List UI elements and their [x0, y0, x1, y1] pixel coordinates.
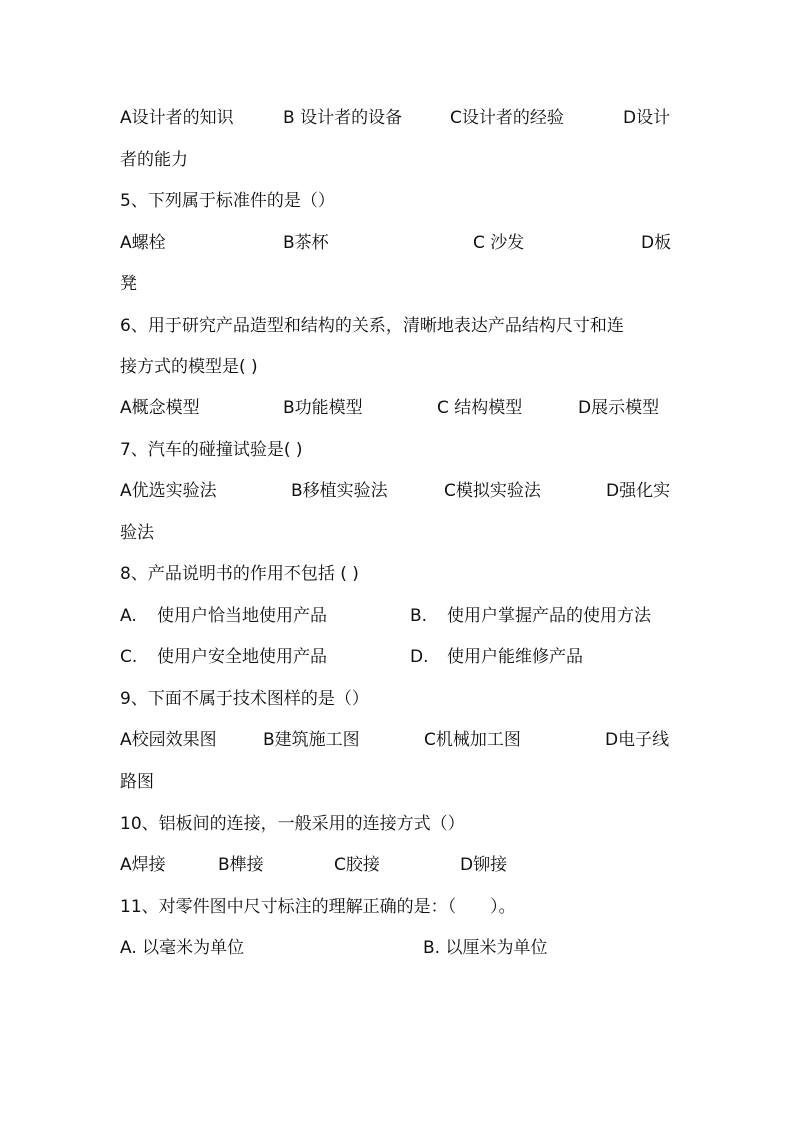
text-segment: C 结构模型	[437, 398, 523, 418]
text-segment: A. 以毫米为单位	[120, 938, 245, 958]
text-segment: D板	[641, 233, 672, 253]
text-segment: 6、用于研究产品造型和结构的关系，清晰地表达产品结构尺寸和连	[120, 316, 624, 336]
text-segment: C胶接	[334, 855, 380, 875]
text-segment: 11、对零件图中尺寸标注的理解正确的是：（ ）。	[120, 897, 516, 917]
text-segment: 7、汽车的碰撞试验是( )	[120, 440, 303, 460]
text-segment: D电子线	[605, 730, 670, 750]
text-segment: 使用户安全地使用产品	[157, 647, 327, 667]
text-segment: C模拟实验法	[444, 481, 541, 501]
text-segment: D设计	[623, 108, 671, 128]
text-segment: 验法	[120, 523, 154, 543]
text-segment: D铆接	[460, 855, 508, 875]
text-segment: B 设计者的设备	[283, 108, 403, 128]
text-segment: 路图	[120, 772, 154, 792]
text-segment: C机械加工图	[424, 730, 521, 750]
text-segment: A焊接	[120, 855, 166, 875]
text-segment: 者的能力	[120, 150, 188, 170]
text-segment: B移植实验法	[291, 481, 388, 501]
text-segment: B. 以厘米为单位	[423, 938, 548, 958]
text-segment: C 沙发	[473, 233, 525, 253]
text-segment: 8、产品说明书的作用不包括 ( )	[120, 564, 359, 584]
text-segment: D.	[410, 647, 429, 667]
text-segment: 10、铝板间的连接，一般采用的连接方式（）	[120, 814, 465, 834]
text-segment: C设计者的经验	[450, 108, 564, 128]
text-segment: B榫接	[218, 855, 264, 875]
text-segment: B茶杯	[283, 233, 329, 253]
text-segment: A概念模型	[120, 398, 200, 418]
text-segment: 使用户恰当地使用产品	[157, 606, 327, 626]
text-segment: A螺栓	[120, 233, 166, 253]
text-segment: 9、下面不属于技术图样的是（）	[120, 689, 369, 709]
text-segment: D强化实	[606, 481, 671, 501]
text-segment: 5、下列属于标准件的是（）	[120, 191, 335, 211]
text-segment: B建筑施工图	[263, 730, 360, 750]
text-segment: B功能模型	[283, 398, 363, 418]
text-segment: B.	[410, 606, 428, 626]
text-segment: 接方式的模型是( )	[120, 357, 258, 377]
text-segment: D展示模型	[578, 398, 660, 418]
text-segment: C.	[120, 647, 138, 667]
text-segment: A优选实验法	[120, 481, 217, 501]
text-segment: 凳	[120, 274, 137, 294]
text-segment: A.	[120, 606, 137, 626]
text-segment: A校园效果图	[120, 730, 217, 750]
text-segment: A设计者的知识	[120, 108, 234, 128]
text-segment: 使用户掌握产品的使用方法	[447, 606, 651, 626]
text-segment: 使用户能维修产品	[447, 647, 583, 667]
